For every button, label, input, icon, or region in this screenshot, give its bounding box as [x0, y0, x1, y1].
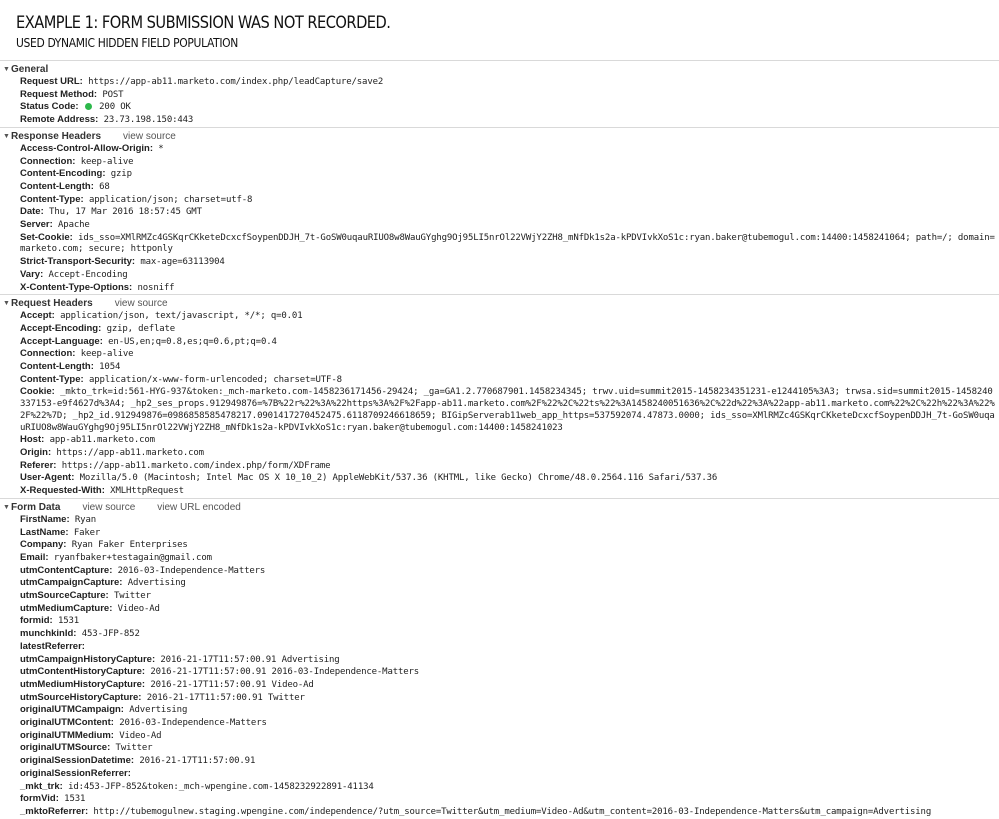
field-value: 1531: [58, 616, 80, 627]
kv-row: [20, 628, 999, 641]
field-key: Strict-Transport-Security:: [20, 256, 136, 268]
field-value: Faker: [73, 527, 101, 538]
field-value: Mozilla/5.0 (Macintosh; Intel Mac OS X 10_10_2) AppleWebKit/537.36 (KHTML, like Gecko) Chrome/48.0.2564.116 Safari/537.36: [79, 473, 718, 484]
response-headers-section: [0, 127, 999, 294]
field-value: https://app-ab11.marketo.com: [56, 447, 204, 458]
kv-row: [20, 590, 999, 603]
field-key: X-Content-Type-Options:: [20, 281, 133, 293]
view-source-link[interactable]: view source: [114, 298, 168, 310]
devtools-headers-panel: [0, 60, 999, 819]
view-url-encoded-link[interactable]: view URL encoded: [157, 501, 241, 513]
field-value: en-US,en;q=0.8,es;q=0.6,pt;q=0.4: [108, 336, 277, 347]
request-headers-rows: [0, 310, 999, 498]
field-value: Twitter: [113, 591, 151, 602]
kv-row: [20, 755, 999, 768]
field-key: Access-Control-Allow-Origin:: [20, 142, 154, 154]
general-title: General: [11, 64, 49, 75]
field-key: formVid:: [20, 793, 59, 805]
field-key: Request URL:: [20, 76, 83, 87]
field-value: _mkto_trk=id:561-HYG-937&token:_mch-marketo.com-1458236171456-29424; _ga=GA1.2.770687901.1458234345; trwv.uid=summit2015-1458234351231-e1244105%3A3; trwsa.sid=summit2015-1458240337153-e9f4627d%3A4; _hp2_ses_props.912949876=%7B%22r%22%3A%22https%3A%2F%2Fapp-ab11.marketo.com%2F%22%2C%22ts%22%3A1458240051636%2C%22d%22%3A%22app-ab11.marketo.com%22%2C%22h%22%3A%22%2F%22%7D; _hp2_id.912949876=0986858585478217.0901417270452475.6118709246618659; BIGipServerab11web_app_https=537592074.47873.0000; ids_sso=XMlRMZc4GSKqrCKketeDcxcfSoypenDDJH_7t-GoSW0uqauRIUO8w8WauGYghg9Oj95LI5nrOl22VWjY2ZH8_mNfDk1s2a-kPDVIvkXoS1c:ryan.baker@tubemogul.com:14400:1458241023: [20, 387, 995, 433]
field-value: Advertising: [129, 705, 188, 716]
view-source-link[interactable]: view source: [82, 501, 136, 513]
kv-row: [20, 101, 999, 114]
field-key: Content-Type:: [20, 373, 84, 385]
field-key: _mktoReferrer:: [20, 805, 89, 817]
field-key: Server:: [20, 219, 53, 231]
field-value: 2016-21-17T11:57:00.91 2016-03-Independence-Matters: [150, 667, 420, 678]
kv-row: [20, 114, 999, 127]
field-value: 2016-03-Independence-Matters: [117, 565, 266, 576]
field-value: ryanfbaker+testagain@gmail.com: [53, 552, 212, 563]
field-key: originalUTMContent:: [20, 717, 114, 729]
kv-row: [20, 219, 999, 232]
kv-row: [20, 76, 999, 89]
field-value: *: [158, 143, 164, 154]
field-key: originalSessionReferrer:: [20, 767, 131, 779]
kv-row: [20, 168, 999, 181]
field-key: X-Requested-With:: [20, 485, 105, 497]
field-key: _mkt_trk:: [20, 780, 63, 792]
field-value: 68: [99, 181, 110, 192]
field-key: Remote Address:: [20, 114, 99, 126]
field-value: application/json, text/javascript, */*; q=0.01: [60, 311, 303, 322]
field-key: originalSessionDatetime:: [20, 755, 135, 767]
field-key: Content-Length:: [20, 361, 94, 373]
field-key: Vary:: [20, 268, 44, 280]
field-key: Origin:: [20, 446, 52, 458]
field-value: https://app-ab11.marketo.com/index.php/form/XDFrame: [61, 460, 331, 471]
request-headers-section: [0, 294, 999, 498]
kv-row: [20, 704, 999, 717]
field-value: 2016-21-17T11:57:00.91 Advertising: [160, 654, 340, 665]
field-value: https://app-ab11.marketo.com/index.php/leadCapture/save2: [88, 77, 384, 87]
collapse-triangle-icon[interactable]: ▼: [3, 132, 10, 140]
field-value: 2016-21-17T11:57:00.91: [139, 756, 256, 767]
field-value: 200 OK: [99, 102, 131, 113]
field-key: Connection:: [20, 155, 76, 167]
field-key: originalUTMMedium:: [20, 729, 114, 741]
kv-row: [20, 386, 999, 434]
field-key: utmSourceHistoryCapture:: [20, 691, 142, 703]
field-value: POST: [102, 89, 124, 100]
field-value: gzip, deflate: [106, 323, 176, 334]
field-key: utmMediumHistoryCapture:: [20, 678, 146, 690]
kv-row: [20, 181, 999, 194]
field-key: utmContentCapture:: [20, 564, 113, 576]
field-key: Accept-Language:: [20, 335, 103, 347]
kv-row: [20, 539, 999, 552]
kv-row: [20, 323, 999, 336]
field-value: Twitter: [115, 743, 153, 754]
kv-row: [20, 374, 999, 387]
kv-row: [20, 679, 999, 692]
field-value: 2016-21-17T11:57:00.91 Twitter: [146, 692, 305, 703]
kv-row: [20, 89, 999, 102]
kv-row: [20, 206, 999, 219]
field-key: Cookie:: [20, 386, 55, 398]
field-key: Accept:: [20, 310, 55, 322]
kv-row: [20, 793, 999, 806]
field-value: XMLHttpRequest: [110, 486, 184, 497]
view-source-link[interactable]: view source: [123, 130, 176, 142]
collapse-triangle-icon[interactable]: ▼: [3, 300, 10, 308]
kv-row: [20, 460, 999, 473]
form-data-section: [0, 498, 999, 819]
field-key: utmSourceCapture:: [20, 590, 109, 602]
kv-row: [20, 577, 999, 590]
field-value: Accept-Encoding: [48, 269, 128, 280]
field-key: munchkinId:: [20, 628, 77, 640]
form-data-rows: [0, 514, 999, 819]
field-key: User-Agent:: [20, 472, 75, 484]
field-key: Content-Length:: [20, 180, 94, 192]
response-headers-header[interactable]: [0, 130, 999, 143]
field-value: Ryan: [74, 514, 96, 525]
field-value: application/x-www-form-urlencoded; charset=UTF-8: [88, 374, 342, 385]
field-value: app-ab11.marketo.com: [49, 435, 155, 446]
field-key: FirstName:: [20, 513, 70, 525]
kv-row: [20, 194, 999, 207]
field-key: Company:: [20, 539, 67, 551]
kv-row: [20, 654, 999, 667]
kv-row: [20, 527, 999, 540]
field-value: 23.73.198.150:443: [103, 115, 194, 126]
form-data-title: Form Data: [11, 501, 61, 513]
field-key: Content-Encoding:: [20, 168, 106, 180]
field-value: 1531: [64, 794, 86, 805]
field-key: utmCampaignHistoryCapture:: [20, 653, 156, 665]
field-value: Advertising: [127, 578, 186, 589]
kv-row: [20, 565, 999, 578]
field-value: id:453-JFP-852&token:_mch-wpengine.com-1458232922891-41134: [68, 781, 374, 792]
kv-row: [20, 768, 999, 781]
field-value: gzip: [110, 169, 132, 180]
kv-row: [20, 641, 999, 654]
kv-row: [20, 692, 999, 705]
field-key: Date:: [20, 206, 44, 218]
field-key: Referer:: [20, 459, 57, 471]
field-value: Apache: [58, 220, 90, 231]
kv-row: [20, 472, 999, 485]
kv-row: [20, 485, 999, 498]
field-key: Email:: [20, 551, 49, 563]
field-key: originalUTMSource:: [20, 742, 111, 754]
kv-row: [20, 552, 999, 565]
kv-row: [20, 361, 999, 374]
kv-row: [20, 232, 999, 256]
field-key: Content-Type:: [20, 193, 84, 205]
kv-row: [20, 348, 999, 361]
field-value: Video-Ad: [119, 730, 162, 741]
field-key: Accept-Encoding:: [20, 322, 102, 334]
collapse-triangle-icon[interactable]: ▼: [3, 66, 10, 73]
kv-row: [20, 269, 999, 282]
request-headers-title: Request Headers: [11, 298, 93, 310]
hero-heading: [0, 0, 999, 60]
field-value: keep-alive: [80, 349, 134, 360]
field-key: LastName:: [20, 526, 69, 538]
field-value: 1054: [99, 362, 121, 373]
kv-row: [20, 336, 999, 349]
field-key: Status Code:: [20, 101, 79, 113]
hero-subtitle: USED DYNAMIC HIDDEN FIELD POPULATION: [16, 35, 239, 50]
field-key: latestReferrer:: [20, 640, 85, 652]
field-key: Connection:: [20, 348, 76, 360]
kv-row: [20, 447, 999, 460]
field-key: Set-Cookie:: [20, 231, 73, 243]
field-value: Ryan Faker Enterprises: [71, 540, 188, 551]
kv-row: [20, 730, 999, 743]
response-headers-rows: [0, 143, 999, 294]
kv-row: [20, 282, 999, 295]
field-value: 2016-03-Independence-Matters: [119, 718, 267, 729]
field-value: http://tubemogulnew.staging.wpengine.com/independence/?utm_source=Twitter&utm_medium=Video-Ad&utm_content=2016-03-Independence-Matters&utm_campaign=Advertising: [93, 806, 932, 817]
field-value: nosniff: [137, 282, 175, 293]
kv-row: [20, 806, 999, 819]
field-key: originalUTMCampaign:: [20, 704, 124, 716]
field-value: Video-Ad: [117, 603, 160, 614]
field-value: ids_sso=XMlRMZc4GSKqrCKketeDcxcfSoypenDDJH_7t-GoSW0uqauRIUO8w8WauGYghg9Oj95LI5nrOl22VWjY2ZH8_mNfDk1s2a-kPDVIvkXoS1c:ryan.baker@tubemogul.com:14400:1458241064; path=/; domain=marketo.com; secure; httponly: [20, 232, 995, 255]
field-key: utmCampaignCapture:: [20, 577, 123, 589]
request-headers-header[interactable]: [0, 297, 999, 310]
kv-row: [20, 615, 999, 628]
kv-row: [20, 514, 999, 527]
collapse-triangle-icon[interactable]: ▼: [3, 503, 10, 511]
status-dot-icon: [85, 103, 92, 110]
general-rows: [0, 76, 999, 127]
field-value: 453-JFP-852: [81, 629, 140, 640]
general-section: [0, 60, 999, 127]
field-key: formid:: [20, 615, 53, 627]
response-headers-title: Response Headers: [11, 130, 102, 142]
field-key: utmMediumCapture:: [20, 602, 113, 614]
field-value: application/json; charset=utf-8: [88, 194, 253, 205]
kv-row: [20, 256, 999, 269]
field-key: utmContentHistoryCapture:: [20, 666, 146, 678]
general-header[interactable]: [0, 63, 999, 76]
field-value: keep-alive: [80, 156, 134, 167]
kv-row: [20, 717, 999, 730]
kv-row: [20, 143, 999, 156]
form-data-header[interactable]: [0, 501, 999, 514]
field-value: Thu, 17 Mar 2016 18:57:45 GMT: [49, 207, 202, 218]
kv-row: [20, 666, 999, 679]
kv-row: [20, 156, 999, 169]
kv-row: [20, 310, 999, 323]
field-key: Host:: [20, 434, 45, 446]
kv-row: [20, 742, 999, 755]
hero-title: EXAMPLE 1: FORM SUBMISSION WAS NOT RECORDED.: [16, 13, 391, 33]
field-key: Request Method:: [20, 88, 98, 100]
field-value: max-age=63113904: [140, 257, 225, 268]
kv-row: [20, 434, 999, 447]
field-value: 2016-21-17T11:57:00.91 Video-Ad: [150, 679, 314, 690]
kv-row: [20, 603, 999, 616]
